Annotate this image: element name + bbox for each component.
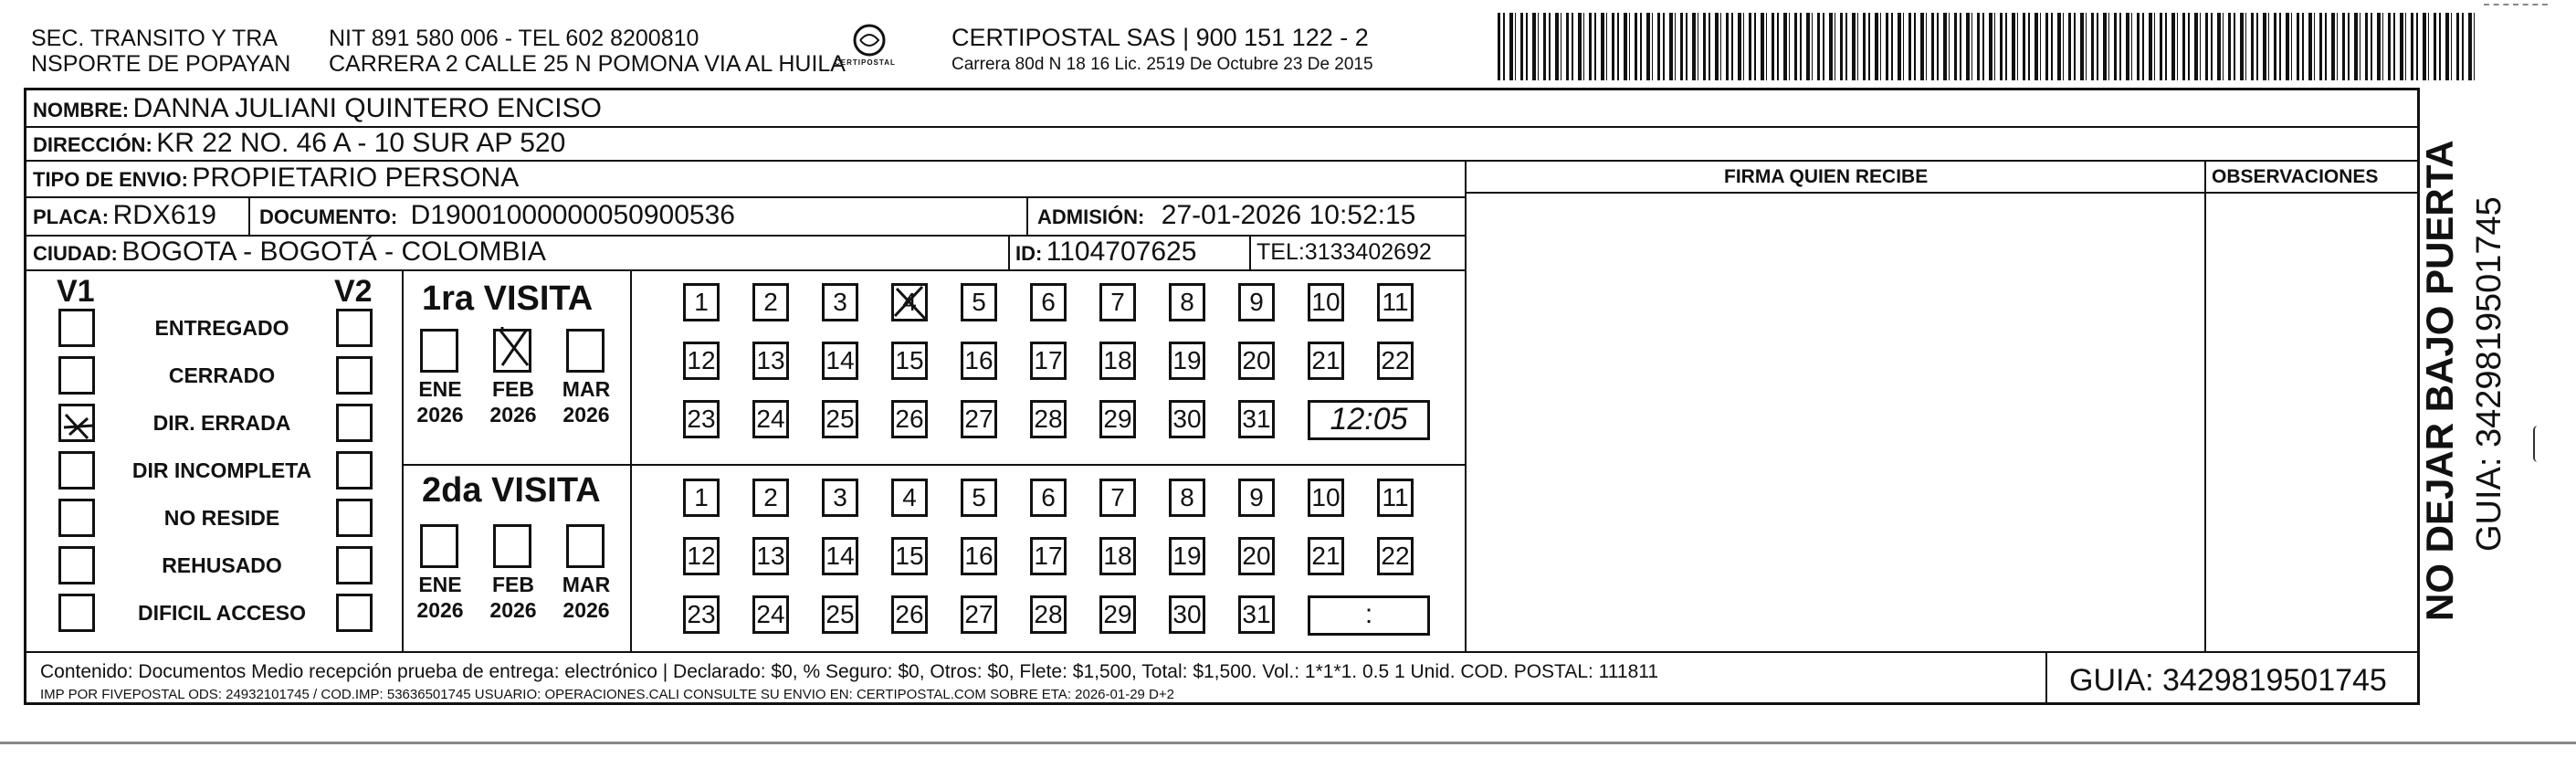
second-day-box[interactable]: 31 bbox=[1238, 595, 1275, 634]
second-day-box[interactable]: 17 bbox=[1030, 537, 1067, 575]
first-day-box[interactable]: 27 bbox=[961, 400, 997, 438]
col-divider bbox=[1465, 160, 1467, 651]
logo-icon bbox=[833, 20, 906, 77]
col-divider bbox=[1008, 235, 1010, 269]
month-year: 2026 bbox=[489, 598, 537, 622]
second-day-box[interactable]: 22 bbox=[1377, 537, 1414, 575]
first-day-box[interactable]: 1 bbox=[683, 283, 720, 321]
first-month-label bbox=[486, 376, 541, 427]
second-visit-title: 2da VISITA bbox=[422, 471, 601, 510]
v1-label: V1 bbox=[57, 274, 95, 309]
v1-checkbox[interactable] bbox=[58, 594, 95, 632]
second-day-box[interactable]: 2 bbox=[752, 479, 789, 517]
month-name: ENE bbox=[418, 377, 462, 401]
v2-label: V2 bbox=[334, 274, 373, 309]
id-field bbox=[1015, 237, 1196, 268]
side-warning: NO DEJAR BAJO PUERTA bbox=[2418, 140, 2461, 621]
imp-text: IMP POR FIVEPOSTAL ODS: 24932101745 / COD.IMP: 53636501745 USUARIO: OPERACIONES.CALI CONSULTE SU ENVIO EN: CERTIPOSTAL.COM SOBRE ETA: 2026-01-29 D+2 bbox=[40, 687, 1174, 702]
status-label: DIR. ERRADA bbox=[152, 411, 291, 435]
first-day-box[interactable]: 4 bbox=[891, 283, 928, 321]
first-month-checkbox[interactable] bbox=[420, 329, 458, 373]
col-divider bbox=[2045, 651, 2047, 705]
first-month-label bbox=[559, 376, 614, 427]
placa-field bbox=[33, 200, 216, 231]
handwritten-x-mark bbox=[888, 279, 933, 330]
documento-label: DOCUMENTO: bbox=[259, 205, 398, 228]
month-year: 2026 bbox=[489, 403, 537, 426]
first-day-box[interactable]: 29 bbox=[1099, 400, 1136, 438]
month-name: ENE bbox=[418, 573, 462, 596]
second-day-box[interactable]: 23 bbox=[683, 595, 720, 634]
v2-checkbox[interactable] bbox=[336, 309, 373, 347]
second-month-label bbox=[486, 572, 541, 623]
first-day-box[interactable]: 19 bbox=[1169, 342, 1205, 380]
first-day-box[interactable]: 20 bbox=[1238, 342, 1275, 380]
second-day-box[interactable]: 24 bbox=[752, 595, 789, 634]
license-line: Carrera 80d N 18 16 Lic. 2519 De Octubre 23 De 2015 bbox=[952, 55, 1373, 74]
second-month-checkbox[interactable] bbox=[493, 524, 531, 568]
row-divider bbox=[24, 196, 1465, 198]
v2-checkbox[interactable] bbox=[336, 404, 373, 442]
second-month-label bbox=[559, 572, 614, 623]
month-year: 2026 bbox=[416, 598, 464, 622]
certipostal-logo bbox=[833, 20, 906, 77]
second-day-box[interactable]: 11 bbox=[1377, 479, 1414, 517]
first-day-box[interactable]: 24 bbox=[752, 400, 789, 438]
status-label: CERRADO bbox=[168, 363, 276, 387]
month-year: 2026 bbox=[563, 403, 610, 426]
first-visit-title: 1ra VISITA bbox=[422, 279, 594, 318]
v2-checkbox[interactable] bbox=[336, 356, 373, 395]
first-day-box[interactable]: 8 bbox=[1169, 283, 1205, 321]
first-day-box[interactable]: 26 bbox=[891, 400, 928, 438]
month-name: FEB bbox=[492, 377, 534, 401]
first-day-box[interactable]: 22 bbox=[1377, 342, 1414, 380]
first-day-box[interactable]: 16 bbox=[961, 342, 997, 380]
address-line: CARRERA 2 CALLE 25 N POMONA VIA AL HUILA bbox=[329, 51, 846, 77]
status-label: DIFICIL ACCESO bbox=[137, 601, 306, 625]
first-day-box[interactable]: 17 bbox=[1030, 342, 1067, 380]
second-day-box[interactable]: 28 bbox=[1030, 595, 1067, 634]
v1-checkbox[interactable] bbox=[58, 309, 95, 347]
contenido-text: Contenido: Documentos Medio recepción prueba de entrega: electrónico | Declarado: $0, % Seguro: $0, Otros: $0, Flete: $1,500, Total: $1,500. Vol.: 1*1*1. 0.5 1 Unid. COD. POSTAL: 111811 bbox=[40, 661, 1659, 682]
first-month-label bbox=[413, 376, 468, 427]
tel-value: 3133402692 bbox=[1304, 239, 1432, 265]
col-divider bbox=[1249, 235, 1251, 269]
first-day-box[interactable]: 11 bbox=[1377, 283, 1414, 321]
status-label: REHUSADO bbox=[162, 553, 282, 577]
v1-checkbox[interactable] bbox=[58, 356, 95, 395]
second-day-box[interactable]: 8 bbox=[1169, 479, 1205, 517]
second-day-box[interactable]: 3 bbox=[822, 479, 858, 517]
first-day-box[interactable]: 18 bbox=[1099, 342, 1136, 380]
first-day-box[interactable]: 2 bbox=[752, 283, 789, 321]
first-day-box[interactable]: 3 bbox=[822, 283, 858, 321]
v2-checkbox[interactable] bbox=[336, 594, 373, 632]
sender-contact bbox=[329, 26, 846, 77]
v1-checkbox[interactable] bbox=[58, 499, 95, 537]
second-month-label bbox=[413, 572, 468, 623]
second-day-box[interactable]: 9 bbox=[1238, 479, 1275, 517]
logo-text: CERTIPOSTAL bbox=[835, 58, 896, 67]
second-day-box[interactable]: 20 bbox=[1238, 537, 1275, 575]
first-day-box[interactable]: 10 bbox=[1308, 283, 1344, 321]
status-label: NO RESIDE bbox=[163, 506, 280, 530]
second-day-box[interactable]: 13 bbox=[752, 537, 789, 575]
second-day-box[interactable]: 1 bbox=[683, 479, 720, 517]
carrier-line: CERTIPOSTAL SAS | 900 151 122 - 2 bbox=[952, 24, 1369, 51]
tel-field bbox=[1256, 239, 1432, 266]
col-divider bbox=[630, 269, 632, 651]
nombre-label: NOMBRE: bbox=[33, 99, 130, 121]
admision-field bbox=[1037, 200, 1415, 231]
tipo-value: PROPIETARIO PERSONA bbox=[192, 163, 520, 193]
first-day-box[interactable]: 15 bbox=[891, 342, 928, 380]
direccion-label: DIRECCIÓN: bbox=[33, 133, 152, 156]
first-time-box[interactable]: 12:05 bbox=[1308, 400, 1430, 440]
v2-checkbox[interactable] bbox=[336, 499, 373, 537]
firma-label: FIRMA QUIEN RECIBE bbox=[1724, 166, 1929, 187]
handwritten-x-mark bbox=[495, 325, 533, 375]
second-day-box[interactable]: 29 bbox=[1099, 595, 1136, 634]
first-day-box[interactable]: 23 bbox=[683, 400, 720, 438]
month-year: 2026 bbox=[563, 598, 610, 622]
second-day-box[interactable]: 30 bbox=[1169, 595, 1205, 634]
first-day-box[interactable]: 5 bbox=[961, 283, 997, 321]
second-day-box[interactable]: 19 bbox=[1169, 537, 1205, 575]
second-day-box[interactable]: 4 bbox=[891, 479, 928, 517]
month-name: FEB bbox=[492, 573, 534, 596]
direccion-value: KR 22 NO. 46 A - 10 SUR AP 520 bbox=[156, 128, 566, 158]
visit-divider bbox=[402, 464, 1465, 466]
second-day-box[interactable]: 16 bbox=[961, 537, 997, 575]
second-day-box[interactable]: 18 bbox=[1099, 537, 1136, 575]
tipo-label: TIPO DE ENVIO: bbox=[33, 168, 188, 191]
second-day-box[interactable]: 5 bbox=[961, 479, 997, 517]
first-day-box[interactable]: 28 bbox=[1030, 400, 1067, 438]
second-time-box[interactable]: : bbox=[1308, 595, 1430, 636]
second-day-box[interactable]: 15 bbox=[891, 537, 928, 575]
status-label: DIR INCOMPLETA bbox=[131, 458, 312, 482]
observaciones-label: OBSERVACIONES bbox=[2212, 166, 2379, 187]
col-divider bbox=[2204, 160, 2206, 651]
v1-checkbox[interactable] bbox=[58, 546, 95, 584]
second-day-box[interactable]: 14 bbox=[822, 537, 858, 575]
footer-guia: GUIA: 3429819501745 bbox=[2069, 663, 2387, 698]
placa-label: PLACA: bbox=[33, 205, 110, 228]
first-day-box[interactable]: 12 bbox=[683, 342, 720, 380]
nombre-field bbox=[33, 93, 602, 124]
admision-label: ADMISIÓN: bbox=[1037, 205, 1145, 228]
second-month-checkbox[interactable] bbox=[420, 524, 458, 568]
id-label: ID: bbox=[1015, 242, 1043, 265]
row-divider bbox=[24, 160, 2420, 162]
month-name: MAR bbox=[562, 377, 611, 401]
col-divider bbox=[248, 196, 250, 235]
first-month-checkbox[interactable] bbox=[566, 329, 605, 373]
sender-name bbox=[31, 26, 290, 77]
id-value: 1104707625 bbox=[1046, 237, 1197, 267]
ciudad-label: CIUDAD: bbox=[33, 242, 118, 265]
first-day-box[interactable]: 6 bbox=[1030, 283, 1067, 321]
month-year: 2026 bbox=[416, 403, 464, 426]
first-day-box[interactable]: 7 bbox=[1099, 283, 1136, 321]
month-name: MAR bbox=[562, 573, 611, 596]
side-guia: GUIA: 3429819501745 bbox=[2470, 196, 2508, 552]
page-edge bbox=[0, 742, 2576, 744]
col-divider bbox=[402, 269, 404, 651]
second-day-box[interactable]: 26 bbox=[891, 595, 928, 634]
row-divider bbox=[24, 269, 1465, 271]
documento-value: D19001000000050900536 bbox=[410, 200, 735, 230]
second-day-box[interactable]: 25 bbox=[822, 595, 858, 634]
first-day-box[interactable]: 14 bbox=[822, 342, 858, 380]
tipo-field bbox=[33, 163, 519, 194]
footer-divider bbox=[24, 651, 2420, 653]
status-label: ENTREGADO bbox=[154, 316, 289, 340]
second-day-box[interactable]: 10 bbox=[1308, 479, 1344, 517]
direccion-field bbox=[33, 128, 565, 159]
v1-checkbox[interactable] bbox=[58, 451, 95, 490]
header-underline bbox=[1465, 192, 2420, 194]
v2-checkbox[interactable] bbox=[336, 451, 373, 490]
first-day-box[interactable]: 31 bbox=[1238, 400, 1275, 438]
second-day-box[interactable]: 7 bbox=[1099, 479, 1136, 517]
first-day-box[interactable]: 25 bbox=[822, 400, 858, 438]
sender-line-2: NSPORTE DE POPAYAN bbox=[31, 51, 291, 77]
second-month-checkbox[interactable] bbox=[566, 524, 605, 568]
v2-checkbox[interactable] bbox=[336, 546, 373, 584]
first-day-box[interactable]: 21 bbox=[1308, 342, 1344, 380]
barcode bbox=[1498, 13, 2475, 80]
first-day-box[interactable]: 30 bbox=[1169, 400, 1205, 438]
nombre-value: DANNA JULIANI QUINTERO ENCISO bbox=[132, 93, 602, 123]
second-day-box[interactable]: 21 bbox=[1308, 537, 1344, 575]
handwritten-check-mark bbox=[60, 407, 97, 448]
placa-value: RDX619 bbox=[112, 200, 216, 230]
ciudad-field bbox=[33, 237, 546, 268]
sender-line-1: SEC. TRANSITO Y TRA bbox=[31, 26, 278, 51]
nit-line: NIT 891 580 006 - TEL 602 8200810 bbox=[329, 26, 699, 51]
first-day-box[interactable]: 9 bbox=[1238, 283, 1275, 321]
edge-mark bbox=[2533, 426, 2542, 462]
col-divider bbox=[1026, 196, 1028, 235]
second-day-box[interactable]: 12 bbox=[683, 537, 720, 575]
documento-field bbox=[259, 200, 735, 231]
admision-value: 27-01-2026 10:52:15 bbox=[1161, 200, 1416, 230]
second-day-box[interactable]: 6 bbox=[1030, 479, 1067, 517]
tel-label: TEL: bbox=[1256, 239, 1305, 265]
first-day-box[interactable]: 13 bbox=[752, 342, 789, 380]
ciudad-value: BOGOTA - BOGOTÁ - COLOMBIA bbox=[121, 237, 546, 267]
cut-mark bbox=[2484, 4, 2548, 5]
second-day-box[interactable]: 27 bbox=[961, 595, 997, 634]
